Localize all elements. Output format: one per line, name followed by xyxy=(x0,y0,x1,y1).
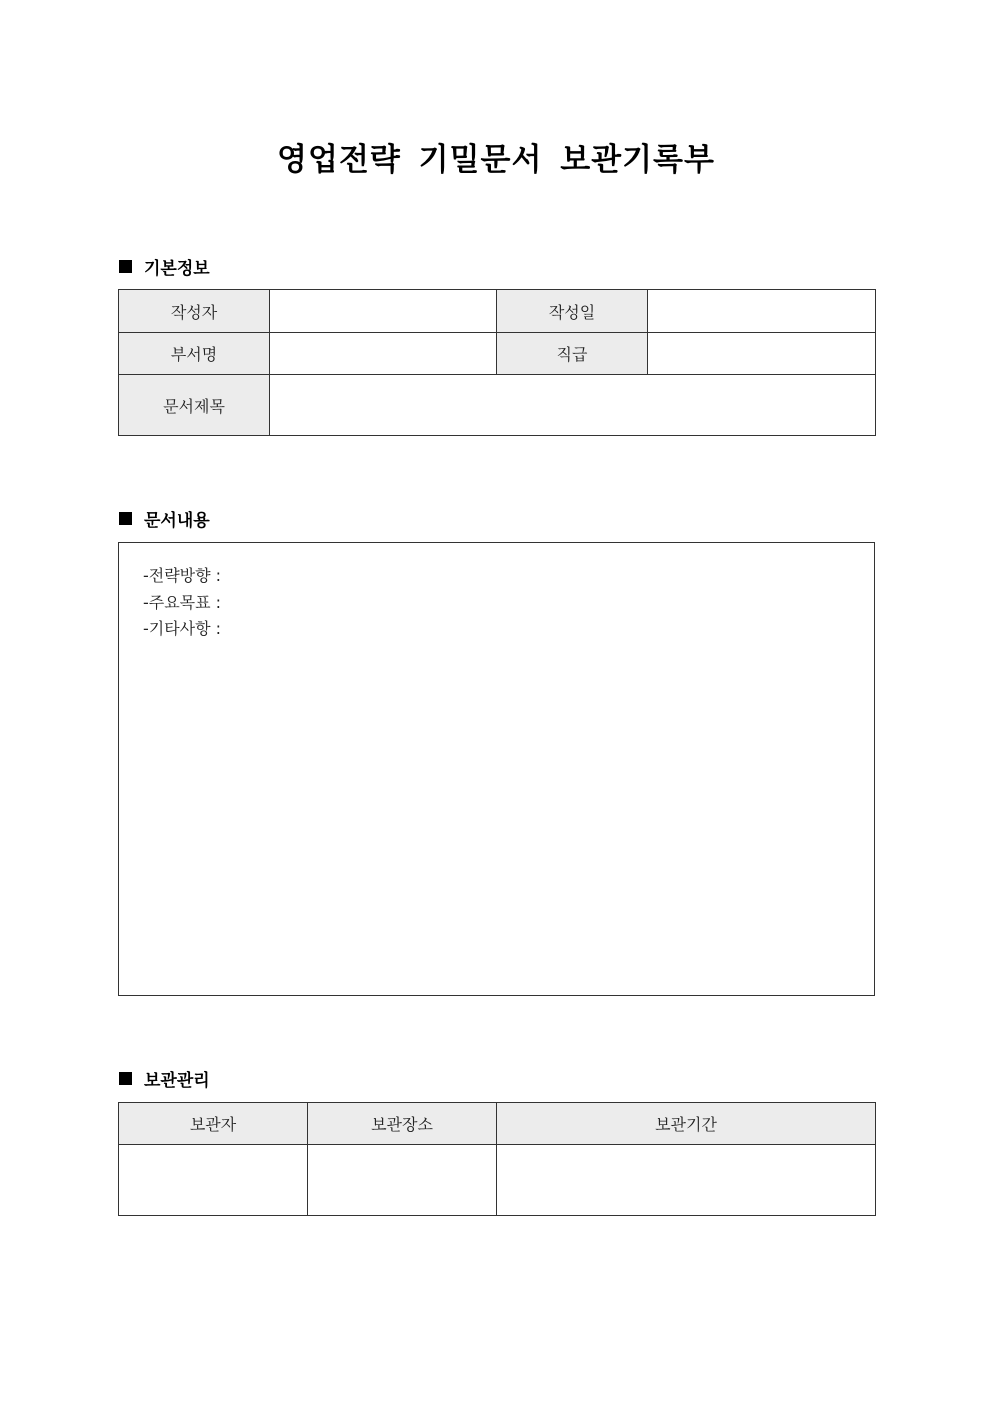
storage-table xyxy=(118,1102,876,1216)
page-title: 영업전략 기밀문서 보관기록부 xyxy=(277,142,715,178)
basic-info-table xyxy=(118,289,876,436)
author-label: 작성자 xyxy=(119,290,270,333)
content-line-etc: -기타사항 : xyxy=(143,619,222,638)
section-heading-label: 문서내용 xyxy=(144,511,210,531)
date-label: 작성일 xyxy=(497,290,648,333)
section-heading-label: 보관관리 xyxy=(144,1071,210,1091)
section-heading-storage xyxy=(119,1066,210,1091)
content-box[interactable] xyxy=(118,542,875,996)
storage-location-header: 보관장소 xyxy=(308,1103,497,1145)
section-heading-basic-info xyxy=(119,254,210,279)
table-row xyxy=(119,1145,876,1216)
position-field[interactable] xyxy=(648,333,876,375)
retention-period-header: 보관기간 xyxy=(497,1103,876,1145)
department-field[interactable] xyxy=(270,333,497,375)
section-heading-label: 기본정보 xyxy=(144,259,210,279)
retention-period-field[interactable] xyxy=(497,1145,876,1216)
square-bullet-icon xyxy=(119,260,132,273)
custodian-field[interactable] xyxy=(119,1145,308,1216)
content-lines xyxy=(143,563,221,643)
doc-title-label: 문서제목 xyxy=(119,375,270,436)
storage-location-field[interactable] xyxy=(308,1145,497,1216)
doc-title-field[interactable] xyxy=(270,375,876,436)
custodian-header: 보관자 xyxy=(119,1103,308,1145)
table-header-row xyxy=(119,1103,876,1145)
section-heading-content xyxy=(119,506,210,531)
department-label: 부서명 xyxy=(119,333,270,375)
date-field[interactable] xyxy=(648,290,876,333)
content-line-goals: -주요목표 : xyxy=(143,592,222,612)
square-bullet-icon xyxy=(119,512,132,525)
position-label: 직급 xyxy=(497,333,648,375)
table-row xyxy=(119,375,876,436)
square-bullet-icon xyxy=(119,1072,132,1085)
content-line-strategy: -전략방향 : xyxy=(143,566,222,585)
table-row xyxy=(119,290,876,333)
author-field[interactable] xyxy=(270,290,497,333)
table-row xyxy=(119,333,876,375)
